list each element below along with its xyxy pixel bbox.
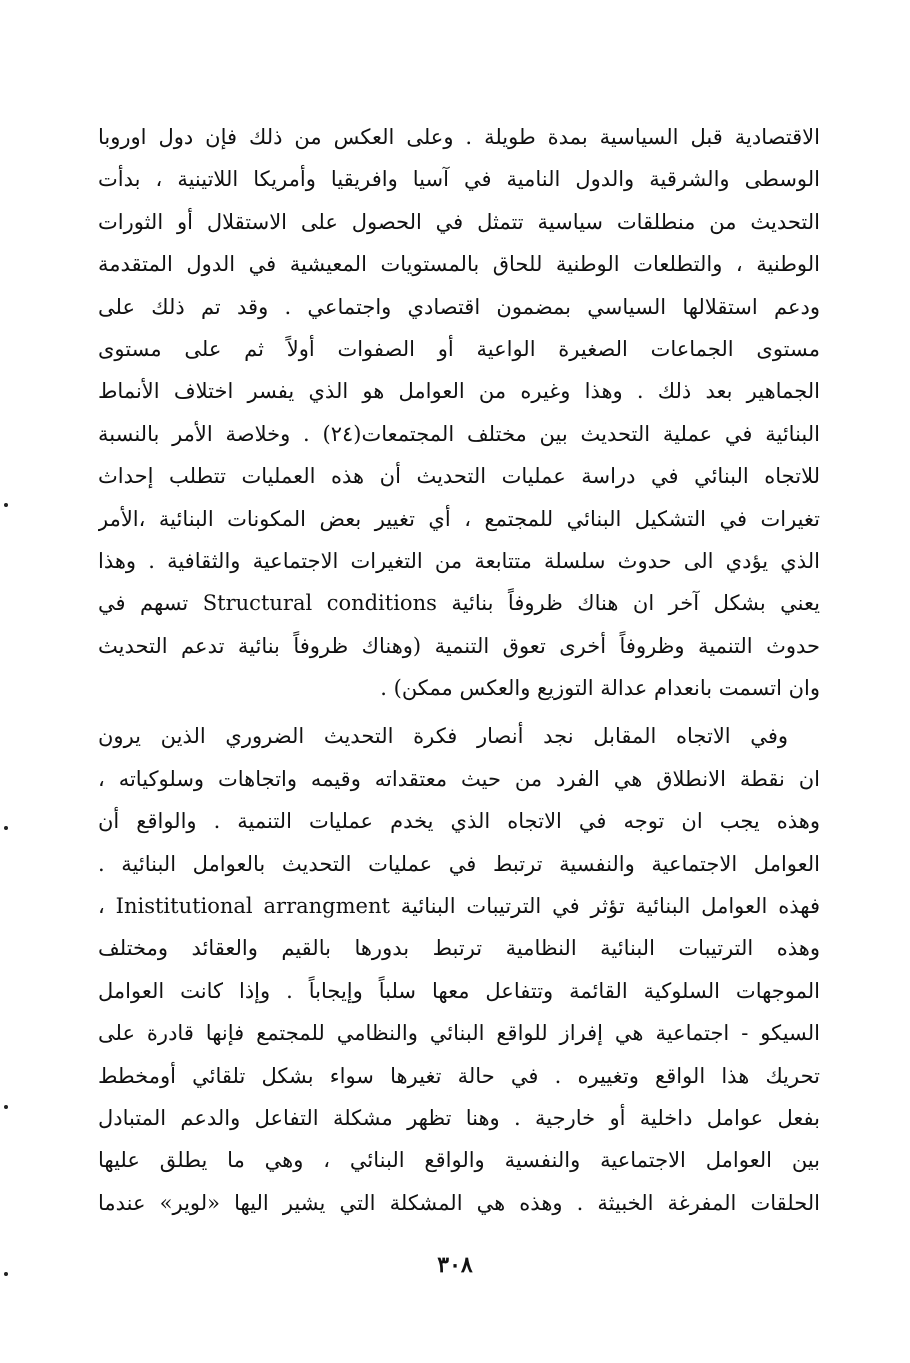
text-line: العوامل الاجتماعية والنفسية ترتبط في عمليات التحديث بالعوامل البنائية . <box>98 851 820 876</box>
page-number: ٣٠٨ <box>437 1252 473 1278</box>
text-line: فهذه العوامل البنائية تؤثر في الترتيبات البنائية Inistitutional arrangment ، <box>98 894 820 919</box>
text-line: وهذه الترتيبات البنائية النظامية ترتبط بدورها بالقيم والعقائد ومختلف <box>98 936 820 961</box>
text-line: الحلقات المفرغة الخبيثة . وهذه هي المشكلة التي يشير اليها «لوير» عندما <box>98 1190 820 1215</box>
text-line: السيكو - اجتماعية هي إفراز للواقع البنائي والنظامي للمجتمع فإنها قادرة على <box>98 1021 820 1046</box>
text-line: بفعل عوامل داخلية أو خارجية . وهنا تظهر مشكلة التفاعل والدعم المتبادل <box>98 1105 820 1130</box>
body-text <box>98 116 820 1224</box>
text-line: البنائية في عملية التحديث بين مختلف المجتمعات(٢٤) . وخلاصة الأمر بالنسبة <box>98 421 820 446</box>
scan-mark <box>4 503 8 507</box>
text-line: للاتجاه البنائي في دراسة عمليات التحديث أن هذه العمليات تتطلب إحداث <box>98 464 820 489</box>
scan-mark <box>4 1105 8 1109</box>
text-line: مستوى الجماعات الصغيرة الواعية أو الصفوات أولاً ثم على مستوى <box>98 336 820 361</box>
text-line: وفي الاتجاه المقابل نجد أنصار فكرة التحديث الضروري الذين يرون <box>98 724 788 749</box>
text-line: بين العوامل الاجتماعية والنفسية والواقع البنائي ، وهي ما يطلق عليها <box>98 1148 820 1173</box>
text-line: الجماهير بعد ذلك . وهذا وغيره من العوامل هو الذي يفسر اختلاف الأنماط <box>98 379 820 404</box>
text-line: التحديث من منطلقات سياسية تتمثل في الحصول على الاستقلال أو الثورات <box>98 209 820 234</box>
text-line: يعني بشكل آخر ان هناك ظروفاً بنائية Structural conditions تسهم في <box>98 591 820 616</box>
text-line: الوطنية ، والتطلعات الوطنية للحاق بالمستويات المعيشية في الدول المتقدمة <box>98 252 820 277</box>
text-line: ان نقطة الانطلاق هي الفرد من حيث معتقداته وقيمه واتجاهات وسلوكياته ، <box>98 766 820 791</box>
text-line: تغيرات في التشكيل البنائي للمجتمع ، أي تغيير بعض المكونات البنائية ،الأمر <box>98 506 820 531</box>
text-line: تحريك هذا الواقع وتغييره . في حالة تغيرها سواء بشكل تلقائي أومخطط <box>98 1063 820 1088</box>
text-line: حدوث التنمية وظروفاً أخرى تعوق التنمية (وهناك ظروفاً بنائية تدعم التحديث <box>98 633 820 658</box>
scan-mark <box>4 826 8 830</box>
text-line: وان اتسمت بانعدام عدالة التوزيع والعكس ممكن) . <box>380 676 820 701</box>
scan-mark <box>4 1272 8 1276</box>
text-line: الموجهات السلوكية القائمة وتتفاعل معها سلباً وإيجاباً . وإذا كانت العوامل <box>98 978 820 1003</box>
text-line: الاقتصادية قبل السياسية بمدة طويلة . وعلى العكس من ذلك فإن دول اوروبا <box>98 125 820 149</box>
text-line: الوسطى والشرقية والدول النامية في آسيا وافريقيا وأمريكا اللاتينية ، بدأت <box>98 167 820 192</box>
text-line: الذي يؤدي الى حدوث سلسلة متتابعة من التغيرات الاجتماعية والثقافية . وهذا <box>98 548 820 573</box>
text-line: وهذه يجب ان توجه في الاتجاه الذي يخدم عمليات التنمية . والواقع أن <box>98 809 820 834</box>
text-line: ودعم استقلالها السياسي بمضمون اقتصادي واجتماعي . وقد تم ذلك على <box>98 294 820 319</box>
